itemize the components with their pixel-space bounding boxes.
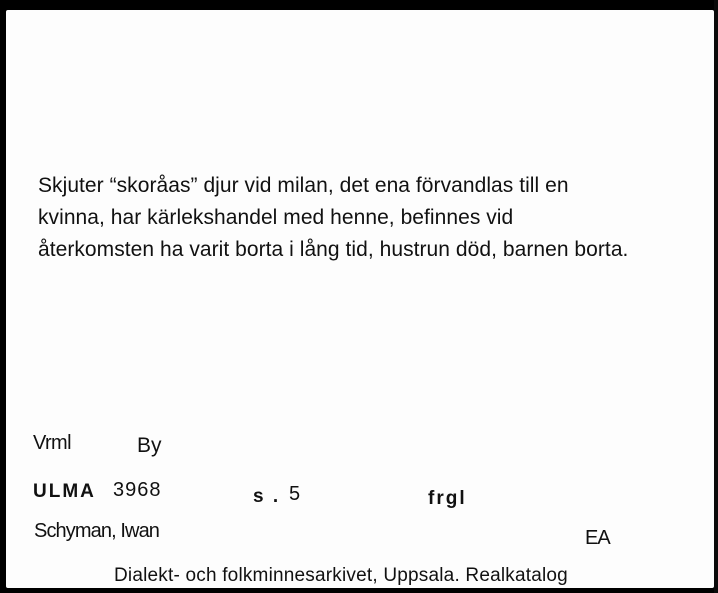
summary-line-1: Skjuter “skoråas” djur vid milan, det ena förvandlas till en [38,174,569,197]
summary-line-3: återkomsten ha varit borta i lång tid, hustrun död, barnen borta. [38,238,629,261]
category-code: frgl [428,488,467,509]
archive-code: ULMA [33,481,96,502]
recorder-initials: EA [585,527,610,549]
parish-label: By [137,434,162,457]
catalog-card [6,10,714,588]
page-label: s . [253,486,281,507]
scan-border [714,0,718,593]
record-number: 3968 [113,479,162,501]
page-number: 5 [289,483,301,505]
region-label: Vrml [33,432,71,454]
collector-name: Schyman, Iwan [34,520,160,542]
archive-footer: Dialekt- och folkminnesarkivet, Uppsala. Realkatalog [114,565,568,586]
summary-line-2: kvinna, har kärlekshandel med henne, befinnes vid [38,206,514,229]
